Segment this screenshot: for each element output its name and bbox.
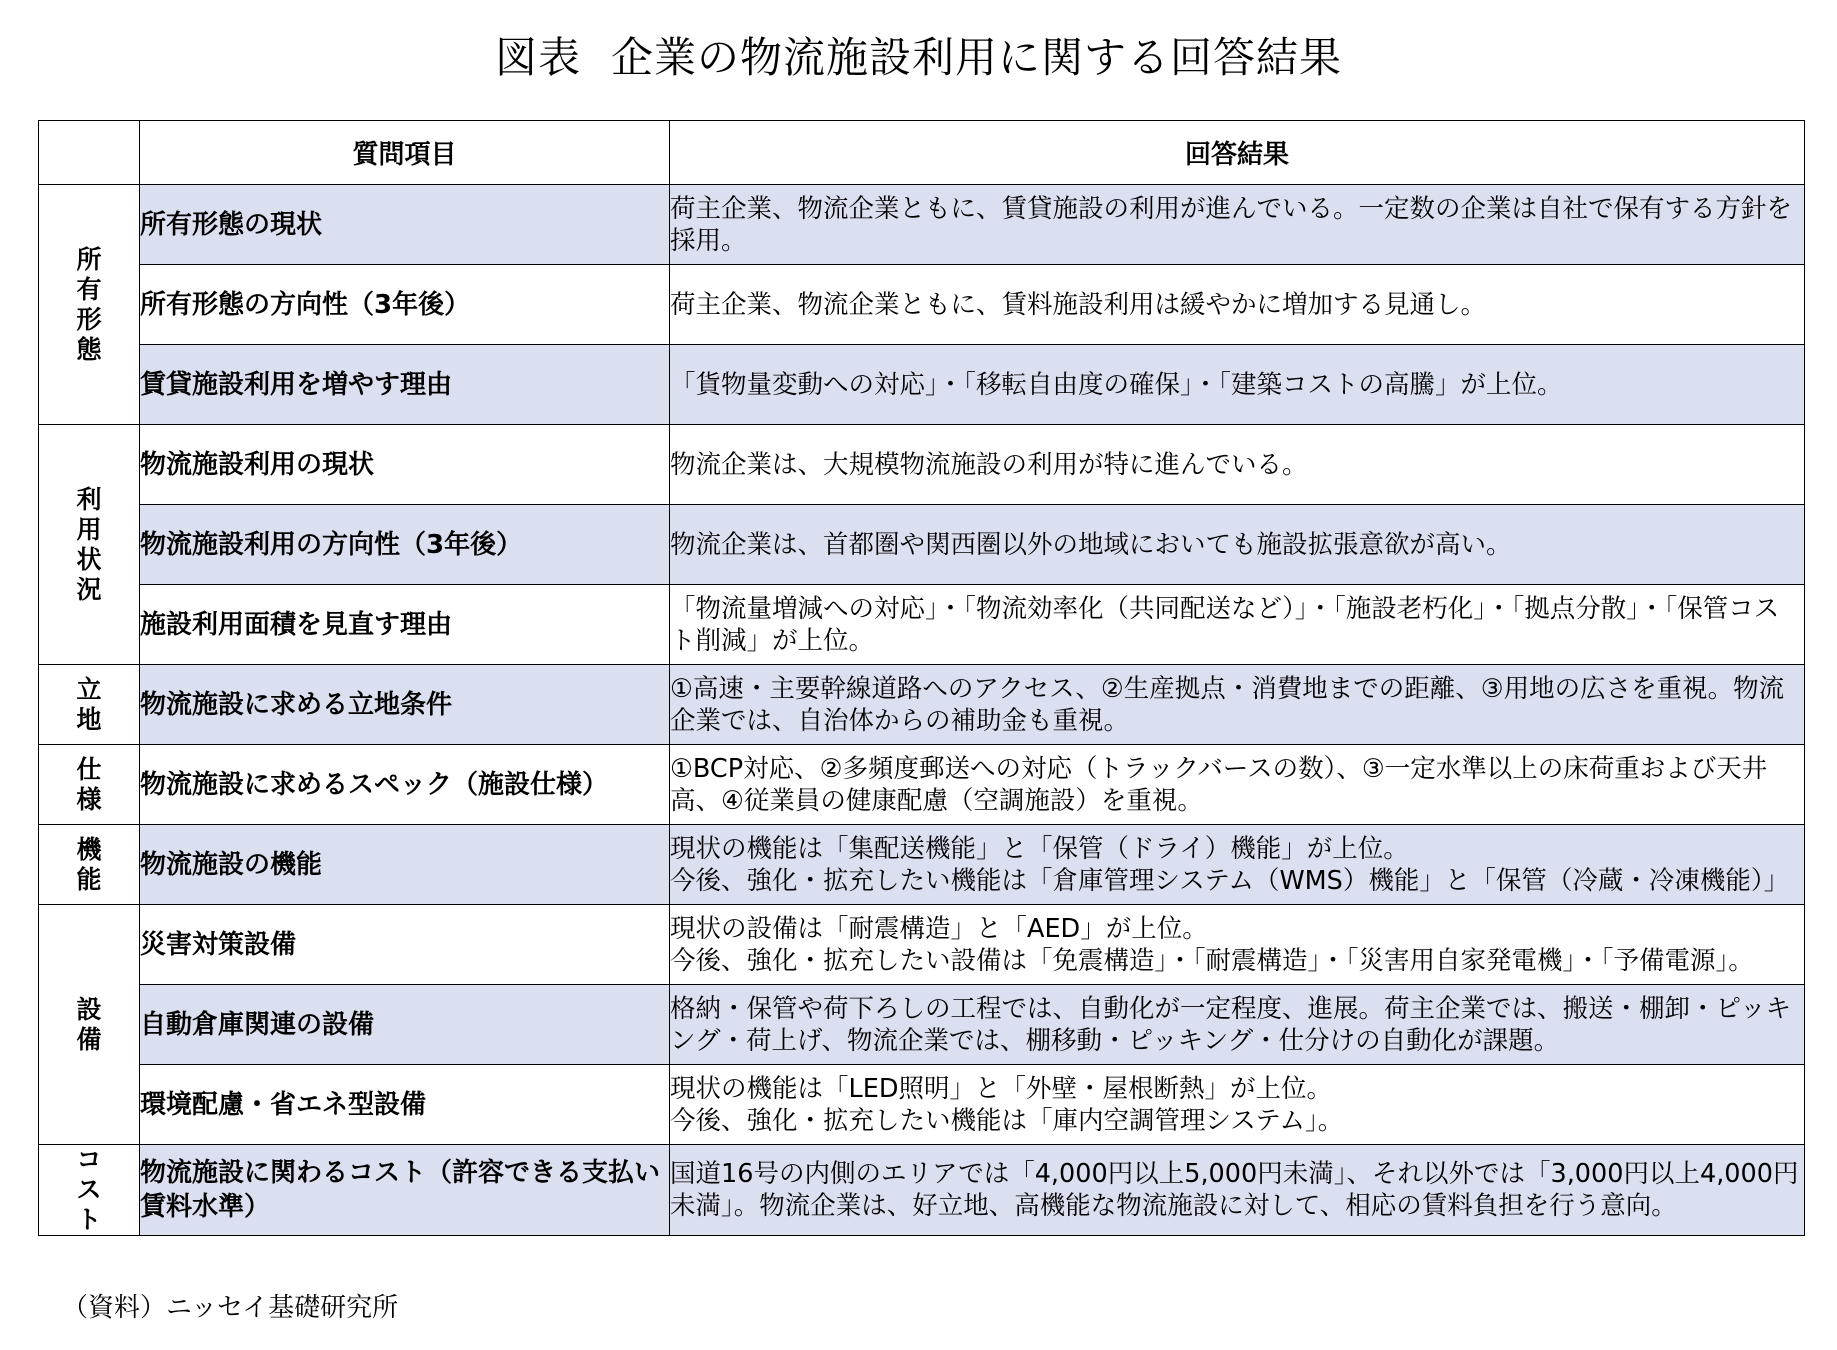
category-cost: コスト	[39, 1145, 140, 1236]
header-question: 質問項目	[140, 121, 670, 185]
category-equipment: 設備	[39, 905, 140, 1145]
question-cell: 物流施設の機能	[140, 825, 670, 905]
question-cell: 物流施設利用の現状	[140, 425, 670, 505]
table-row	[39, 905, 1805, 985]
answer-cell: 荷主企業、物流企業ともに、賃料施設利用は緩やかに増加する見通し。	[670, 265, 1805, 345]
question-cell: 自動倉庫関連の設備	[140, 985, 670, 1065]
category-spec: 仕様	[39, 745, 140, 825]
question-cell: 物流施設に求める立地条件	[140, 665, 670, 745]
question-cell: 物流施設に関わるコスト（許容できる支払い賃料水準）	[140, 1145, 670, 1236]
table-row	[39, 745, 1805, 825]
page-title	[0, 28, 1837, 88]
category-location: 立地	[39, 665, 140, 745]
title-text: 企業の物流施設利用に関する回答結果	[611, 33, 1343, 82]
answer-cell: 現状の設備は「耐震構造」と「AED」が上位。 今後、強化・拡充したい設備は「免震構造」・「耐震構造」・「災害用自家発電機」・「予備電源」。	[670, 905, 1805, 985]
answer-cell: 「物流量増減への対応」・「物流効率化（共同配送など）」・「施設老朽化」・「拠点分散」・「保管コスト削減」が上位。	[670, 585, 1805, 665]
question-cell: 災害対策設備	[140, 905, 670, 985]
question-cell: 賃貸施設利用を増やす理由	[140, 345, 670, 425]
answer-cell: 物流企業は、大規模物流施設の利用が特に進んでいる。	[670, 425, 1805, 505]
table-row	[39, 825, 1805, 905]
category-usage: 利用状況	[39, 425, 140, 665]
answer-cell: 物流企業は、首都圏や関西圏以外の地域においても施設拡張意欲が高い。	[670, 505, 1805, 585]
table-row	[39, 425, 1805, 505]
source-note: （資料）ニッセイ基礎研究所	[62, 1293, 399, 1323]
answer-cell: ①高速・主要幹線道路へのアクセス、②生産拠点・消費地までの距離、③用地の広さを重視。物流企業では、自治体からの補助金も重視。	[670, 665, 1805, 745]
table-row	[39, 185, 1805, 265]
question-cell: 所有形態の現状	[140, 185, 670, 265]
answer-cell: 格納・保管や荷下ろしの工程では、自動化が一定程度、進展。荷主企業では、搬送・棚卸・ピッキング・荷上げ、物流企業では、棚移動・ピッキング・仕分けの自動化が課題。	[670, 985, 1805, 1065]
question-cell: 環境配慮・省エネ型設備	[140, 1065, 670, 1145]
answer-cell: 「貨物量変動への対応」・「移転自由度の確保」・「建築コストの高騰」が上位。	[670, 345, 1805, 425]
category-ownership: 所有形態	[39, 185, 140, 425]
answer-cell: ①BCP対応、②多頻度郵送への対応（トラックバースの数）、③一定水準以上の床荷重および天井高、④従業員の健康配慮（空調施設）を重視。	[670, 745, 1805, 825]
answer-cell: 荷主企業、物流企業ともに、賃貸施設の利用が進んでいる。一定数の企業は自社で保有する方針を採用。	[670, 185, 1805, 265]
answer-cell: 現状の機能は「LED照明」と「外壁・屋根断熱」が上位。 今後、強化・拡充したい機能は「庫内空調管理システム」。	[670, 1065, 1805, 1145]
table-row	[39, 585, 1805, 665]
question-cell: 施設利用面積を見直す理由	[140, 585, 670, 665]
question-cell: 物流施設に求めるスペック（施設仕様）	[140, 745, 670, 825]
header-category-cell	[39, 121, 140, 185]
table-row	[39, 265, 1805, 345]
results-table	[38, 120, 1805, 1236]
category-function: 機能	[39, 825, 140, 905]
table-row	[39, 985, 1805, 1065]
table-row	[39, 1145, 1805, 1236]
table-row	[39, 1065, 1805, 1145]
question-cell: 所有形態の方向性（3年後）	[140, 265, 670, 345]
title-label: 図表	[494, 33, 581, 82]
answer-cell: 現状の機能は「集配送機能」と「保管（ドライ）機能」が上位。 今後、強化・拡充したい機能は「倉庫管理システム（WMS）機能」と「保管（冷蔵・冷凍機能）」	[670, 825, 1805, 905]
header-answer: 回答結果	[670, 121, 1805, 185]
answer-cell: 国道16号の内側のエリアでは「4,000円以上5,000円未満」、それ以外では「3,000円以上4,000円未満」。物流企業は、好立地、高機能な物流施設に対して、相応の賃料負担を行う意向。	[670, 1145, 1805, 1236]
question-cell: 物流施設利用の方向性（3年後）	[140, 505, 670, 585]
table-header-row	[39, 121, 1805, 185]
table-row	[39, 665, 1805, 745]
table-row	[39, 505, 1805, 585]
table-row	[39, 345, 1805, 425]
